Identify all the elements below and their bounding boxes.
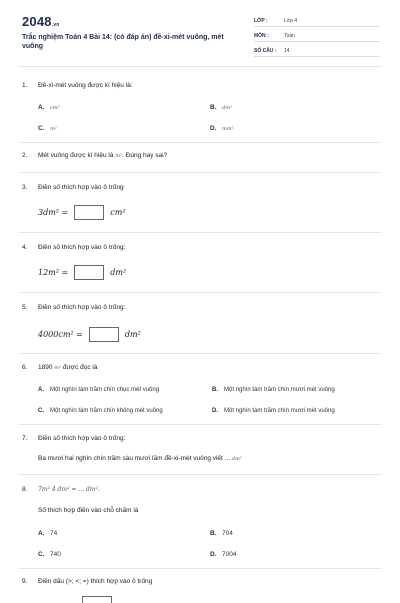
question-9 — [22, 578, 152, 585]
question-text: Điền số thích hợp vào ô trống — [38, 184, 124, 191]
q8-option-a[interactable] — [38, 530, 57, 537]
option-letter: B. — [212, 387, 218, 393]
question-number: 8. — [22, 486, 28, 493]
question-5 — [22, 304, 125, 311]
question-math: m² — [115, 153, 123, 159]
option-text: Một nghìn tám trăm chín không mét vuông — [50, 408, 163, 414]
option-letter: D. — [210, 551, 217, 558]
question-number: 9. — [22, 578, 28, 585]
divider — [18, 232, 382, 233]
question-text: Mét vuông được kí hiệu là — [38, 152, 114, 159]
equation-right: cm² — [110, 208, 126, 217]
meta-class — [254, 15, 380, 27]
q1-option-b[interactable] — [210, 104, 232, 111]
question-4 — [22, 244, 125, 251]
site-logo[interactable] — [22, 14, 60, 29]
option-text: 74 — [50, 530, 58, 537]
equation-left: 4000cm² = — [38, 330, 83, 339]
question-text: Điền số thích hợp vào ô trống: — [38, 304, 126, 311]
option-letter: C. — [38, 551, 45, 558]
equation-right: dm² — [124, 330, 141, 339]
option-letter: A. — [38, 104, 45, 111]
option-text: cm² — [50, 105, 60, 111]
equation-right: dm² — [110, 268, 127, 277]
equation-left: 3dm² = — [38, 208, 69, 217]
page-title: Trắc nghiệm Toán 4 Bài 14: (có đáp án) đề-xi-mét vuông, mét vuông — [22, 34, 224, 50]
question-text-end: . Đúng hay sai? — [122, 152, 168, 159]
q7-statement — [38, 455, 242, 462]
meta-subject-key: MÔN : — [254, 33, 269, 39]
question-2 — [22, 152, 167, 159]
option-letter: A. — [38, 387, 44, 393]
question-math: 7m² 4 dm² = ... dm². — [38, 486, 100, 493]
meta-subject-value: Toán — [284, 33, 295, 39]
question-6 — [22, 364, 97, 371]
question-8 — [22, 486, 100, 493]
divider — [18, 292, 382, 293]
question-number: 3. — [22, 184, 28, 191]
option-letter: A. — [38, 530, 45, 537]
q8-prompt: Số thích hợp điền vào chỗ chấm là — [38, 507, 139, 514]
equation-left: 12m² = — [38, 268, 69, 277]
question-3 — [22, 184, 124, 191]
divider — [18, 568, 382, 569]
option-letter: D. — [210, 125, 217, 132]
option-letter: C. — [38, 125, 45, 132]
option-text: mm² — [222, 126, 234, 132]
option-letter: B. — [210, 530, 217, 537]
question-number: 1. — [22, 82, 28, 89]
question-number: 4. — [22, 244, 28, 251]
meta-class-value: Lớp 4 — [284, 18, 298, 24]
q6-option-a[interactable] — [38, 387, 159, 393]
q8-option-b[interactable] — [210, 530, 233, 537]
question-7 — [22, 435, 125, 442]
q1-option-a[interactable] — [38, 104, 60, 111]
question-1 — [22, 82, 133, 89]
divider — [18, 172, 382, 173]
question-math: m² — [54, 365, 62, 371]
q3-equation — [38, 205, 126, 220]
q1-option-c[interactable] — [38, 125, 57, 132]
option-letter: D. — [212, 408, 218, 414]
q1-option-d[interactable] — [210, 125, 234, 132]
question-number: 2. — [22, 152, 28, 159]
option-letter: C. — [38, 408, 44, 414]
option-text: 704 — [222, 530, 233, 537]
answer-box[interactable] — [74, 205, 104, 220]
divider — [18, 474, 382, 475]
statement-text: Ba mươi hai nghìn chín trăm sáu mươi lăm đề-xi-mét vuông viết ... — [38, 455, 231, 462]
question-text: Đề-xi-mét vuông được kí hiệu là: — [38, 82, 133, 89]
question-text: Điền số thích hợp vào ô trống: — [38, 435, 126, 442]
q4-equation — [38, 265, 126, 280]
q6-option-d[interactable] — [212, 408, 335, 414]
option-text: 7004 — [222, 551, 237, 558]
meta-count — [254, 45, 380, 57]
meta-class-key: LỚP : — [254, 18, 268, 24]
q6-option-b[interactable] — [212, 387, 335, 393]
q6-option-c[interactable] — [38, 408, 163, 414]
statement-math: dm² — [231, 456, 242, 462]
option-text: m² — [50, 126, 57, 132]
option-text: 740 — [50, 551, 61, 558]
divider — [18, 142, 382, 143]
q8-option-d[interactable] — [210, 551, 236, 558]
meta-count-value: 14 — [284, 48, 290, 54]
answer-box[interactable] — [89, 327, 119, 342]
option-text: Một nghìn tám trăm chín chục mét vuông — [50, 387, 160, 393]
option-text: Một nghìn tám trăm chín mươi mét vuông — [224, 387, 335, 393]
question-number: 7. — [22, 435, 28, 442]
divider — [18, 353, 382, 354]
divider — [18, 424, 382, 425]
option-letter: B. — [210, 104, 217, 111]
logo-suffix: .vn — [51, 22, 60, 28]
question-number: 5. — [22, 304, 28, 311]
q8-option-c[interactable] — [38, 551, 61, 558]
meta-count-key: SỐ CÂU : — [254, 48, 277, 54]
question-text: 1890 — [38, 364, 53, 371]
question-text: Điền số thích hợp vào ô trống: — [38, 244, 126, 251]
question-text-end: được đọc là — [62, 364, 98, 371]
meta-subject — [254, 30, 380, 42]
option-text: Một nghìn tám trăm chín mươi mét vuông — [224, 408, 335, 414]
answer-box[interactable] — [74, 265, 104, 280]
option-text: dm² — [222, 105, 232, 111]
q5-equation — [38, 327, 141, 342]
header-divider — [18, 66, 382, 67]
logo-text: 2048 — [22, 14, 52, 29]
question-text: Điền dấu (>; <; =) thích hợp vào ô trống — [38, 578, 153, 585]
question-number: 6. — [22, 364, 28, 371]
